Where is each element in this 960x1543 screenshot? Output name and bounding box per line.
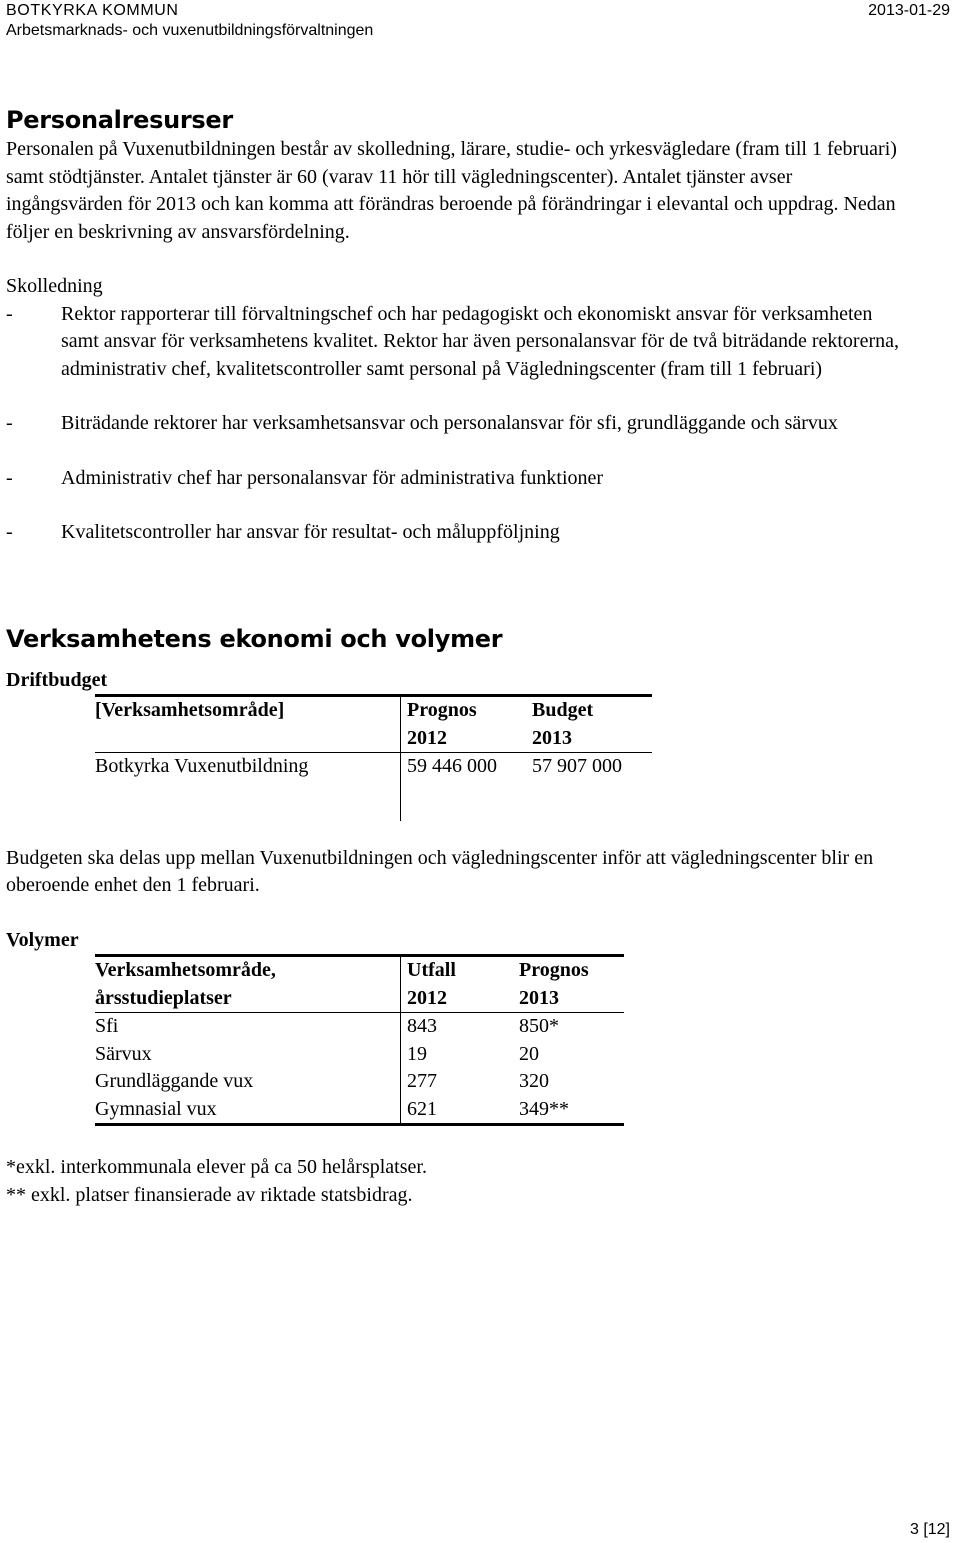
cell-prognos: 20 <box>519 1042 539 1065</box>
cell-name: Grundläggande vux <box>95 1070 254 1092</box>
table-header-row <box>95 956 624 985</box>
table-row <box>95 753 652 781</box>
driftbudget-heading: Driftbudget <box>6 668 108 691</box>
header-cell-area-sub: årsstudieplatser <box>95 986 232 1009</box>
cell-name: Botkyrka Vuxenutbildning <box>95 753 401 781</box>
footnote: ** exkl. platser finansierade av riktade statsbidrag. <box>6 1183 413 1206</box>
list-item-text: Administrativ chef har personalansvar för administrativa funktioner <box>61 466 604 489</box>
table-header-row <box>95 696 652 725</box>
list-dash: - <box>6 466 13 489</box>
document-body <box>6 104 906 1209</box>
cell-name: Särvux <box>95 1042 152 1065</box>
cell-utfall: 621 <box>401 1096 520 1125</box>
cell-budget: 57 907 000 <box>532 753 652 781</box>
list-item <box>6 519 906 547</box>
list-item-text: Biträdande rektorer har verksamhetsansvar och personalansvar för sfi, grundläggande och särvux <box>61 412 838 434</box>
header-cell-utfall: Utfall <box>401 956 520 985</box>
department-name: Arbetsmarknads- och vuxenutbildningsförvaltningen <box>6 22 374 39</box>
list-item-text: Kvalitetscontroller har ansvar för resultat- och måluppföljning <box>61 521 560 543</box>
cell-utfall: 277 <box>401 1068 520 1096</box>
header-cell-utfall-year: 2012 <box>401 985 520 1013</box>
header-cell-prognos-year: 2013 <box>519 986 559 1009</box>
org-name: BOTKYRKA KOMMUN <box>6 2 179 19</box>
cell-utfall: 843 <box>401 1013 520 1041</box>
list-item <box>6 465 906 493</box>
header-cell-prognos: Prognos <box>519 956 624 985</box>
list-item <box>6 410 906 438</box>
skolledning-heading: Skolledning <box>6 275 103 297</box>
driftbudget-table <box>95 694 652 821</box>
table-header-row <box>95 725 652 753</box>
budget-note: Budgeten ska delas upp mellan Vuxenutbildningen och vägledningscenter inför att vägledningscenter blir en oberoende enhet den 1 februari. <box>6 846 874 896</box>
section-heading-economy: Verksamhetens ekonomi och volymer <box>6 624 503 653</box>
table-header-row <box>95 985 624 1013</box>
list-item <box>6 301 906 384</box>
header-cell-area: Verksamhetsområde, <box>95 956 401 985</box>
header-cell-budget-year: 2013 <box>532 726 572 749</box>
volymer-heading: Volymer <box>6 928 79 951</box>
header-cell-area: [Verksamhetsområde] <box>95 696 401 725</box>
cell-prognos: 320 <box>519 1070 549 1092</box>
header-cell-prognos: Prognos <box>401 696 533 725</box>
table-row <box>95 1013 624 1041</box>
header-date: 2013-01-29 <box>868 2 950 19</box>
table-row <box>95 1096 624 1125</box>
table-row <box>95 1068 624 1096</box>
table-row <box>95 1041 624 1069</box>
cell-name: Gymnasial vux <box>95 1096 401 1125</box>
cell-name: Sfi <box>95 1013 401 1041</box>
header-cell-prognos-year: 2012 <box>401 725 533 753</box>
list-item-text: Rektor rapporterar till förvaltningschef och har pedagogiskt och ekonomiskt ansvar för verksamheten samt ansvar för verksamhetens kvalitet. Rektor har även personalansvar för de två biträdande rektorerna, administrativ chef, kvalitetscontroller samt personal på Vägledningscenter (fram till 1 februari) <box>61 302 899 380</box>
volymer-table <box>95 954 624 1126</box>
footnote: *exkl. interkommunala elever på ca 50 helårsplatser. <box>6 1156 427 1178</box>
cell-prognos: 349** <box>519 1096 624 1125</box>
cell-utfall: 19 <box>401 1041 520 1069</box>
header-cell-budget: Budget <box>532 696 652 725</box>
cell-prognos: 59 446 000 <box>401 753 533 781</box>
section-heading-personal: Personalresurser <box>6 106 233 134</box>
personal-intro: Personalen på Vuxenutbildningen består av skolledning, lärare, studie- och yrkesvägledare (fram till 1 februari) samt stödtjänster. Antalet tjänster är 60 (varav 11 hör till vägledningscenter). Antalet tjänster avser ingångsvärden för 2013 och kan komma att förändras beroende på förändringar i elevantal och uppdrag. Nedan följer en beskrivning av ansvarsfördelning. <box>6 138 897 243</box>
list-dash: - <box>6 302 13 325</box>
list-dash: - <box>6 412 13 434</box>
cell-prognos: 850* <box>519 1013 624 1041</box>
page-number: 3 [12] <box>909 1521 950 1538</box>
list-dash: - <box>6 521 13 543</box>
